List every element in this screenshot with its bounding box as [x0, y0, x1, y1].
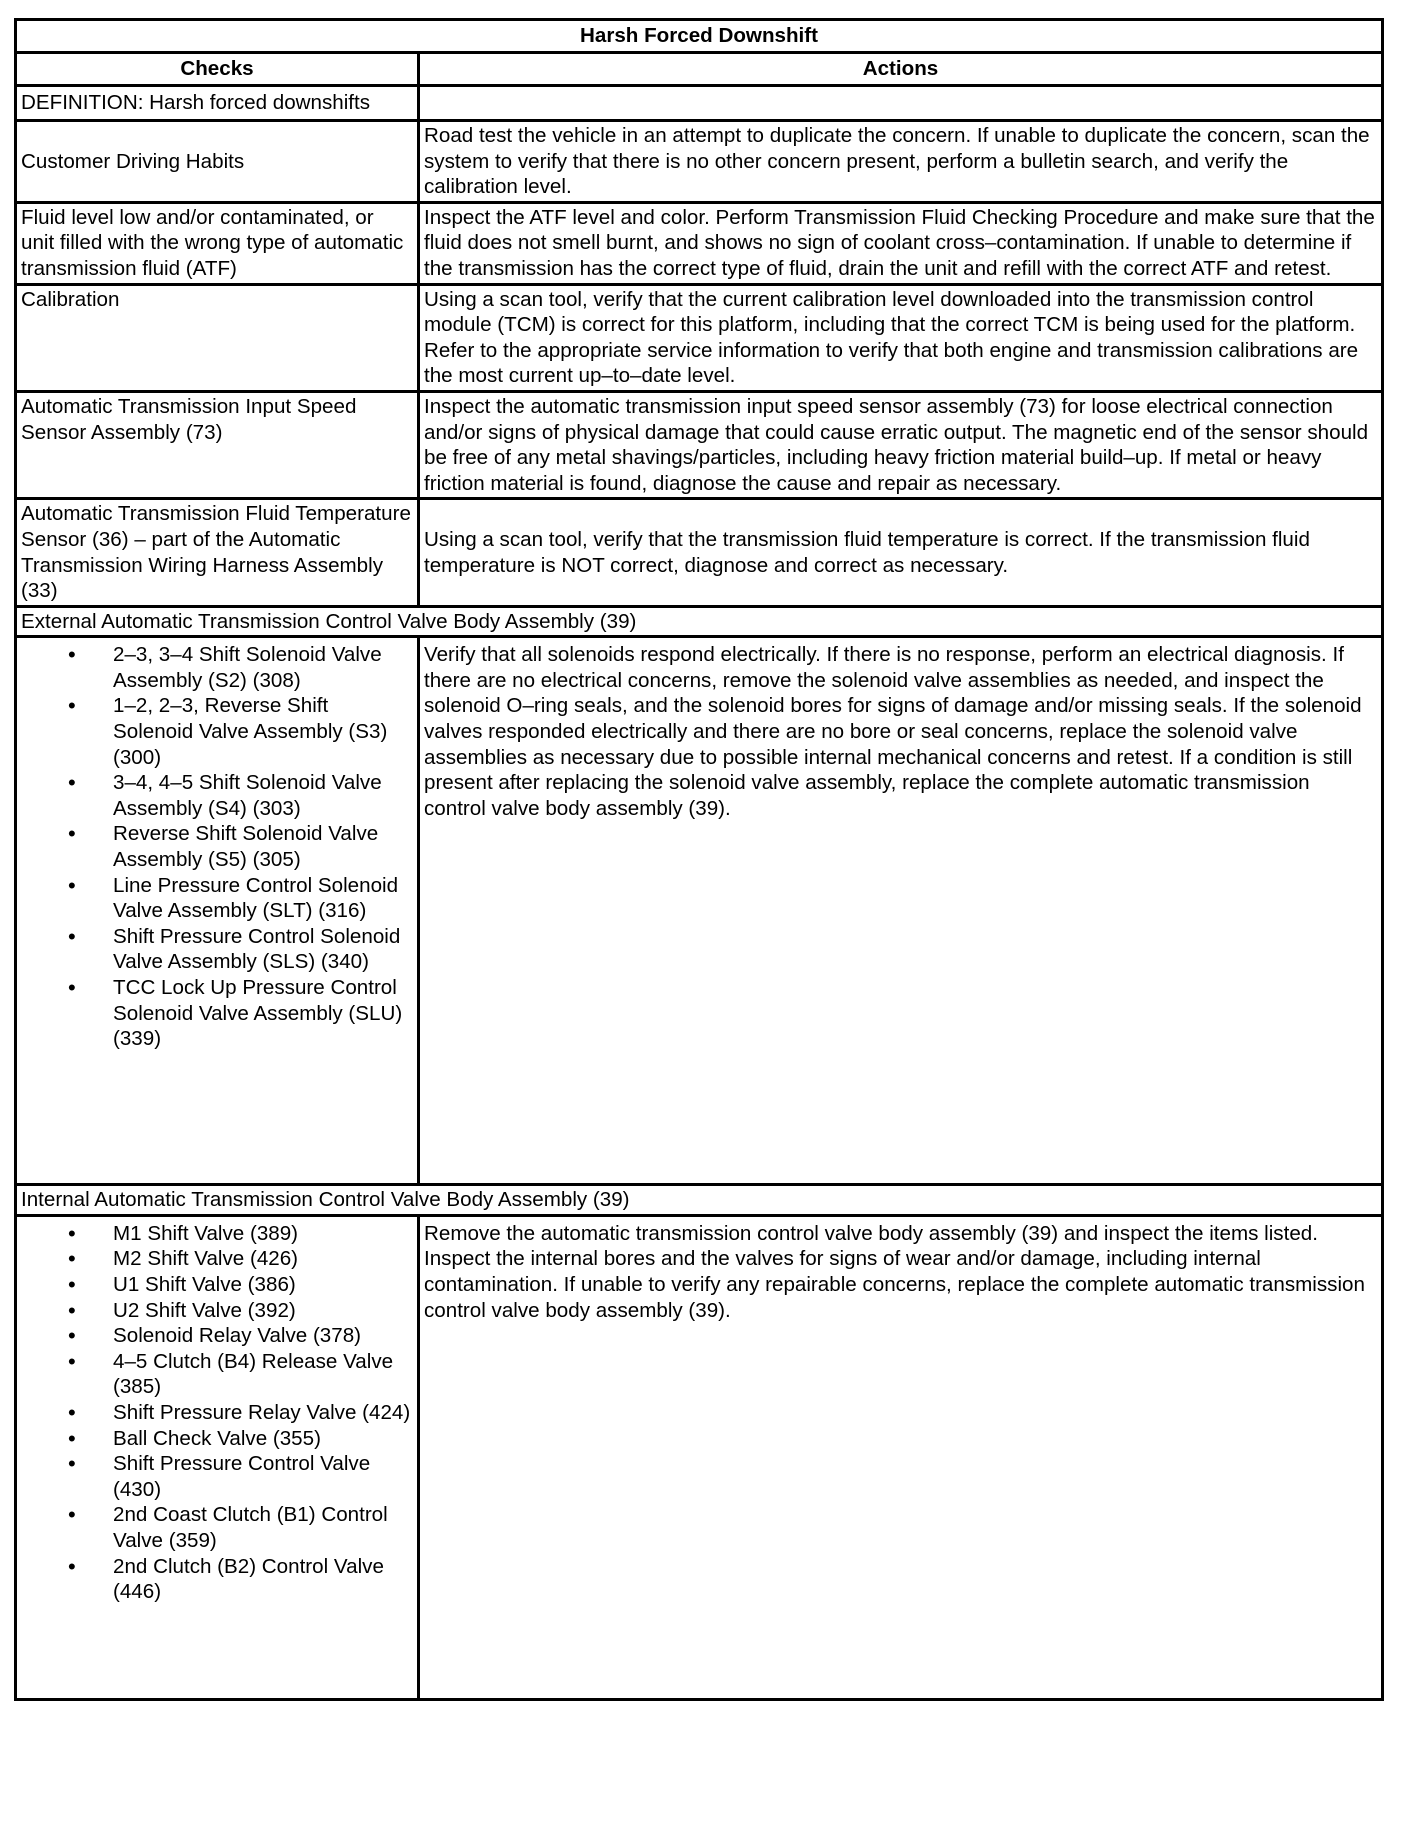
external-items-list — [21, 642, 412, 1052]
list-item: • M1 Shift Valve (389) — [21, 1221, 412, 1247]
definition-row — [16, 86, 1383, 121]
action-cell: Inspect the automatic transmission input speed sensor assembly (73) for loose electrical connection and/or signs of physical damage that could cause erratic output. The magnetic end of the sensor should be free of any metal shavings/particles, including heavy friction material build–up. If metal or heavy friction material is found, diagnose the cause and repair as necessary. — [419, 391, 1383, 498]
section-heading: Internal Automatic Transmission Control Valve Body Assembly (39) — [16, 1185, 1383, 1216]
action-cell: Verify that all solenoids respond electrically. If there is no response, perform an electrical diagnosis. If there are no electrical concerns, remove the solenoid valve assemblies as needed, and inspect the solenoid O–ring seals, and the solenoid bores for signs of damage and/or missing seals. If the solenoid valves responded electrically and there are no bore or seal concerns, replace the solenoid valve assemblies as necessary due to possible internal mechanical concerns and retest. If a condition is still present after replacing the solenoid valve assembly, replace the complete automatic transmission control valve body assembly (39). — [419, 637, 1383, 1185]
section-row-external — [16, 606, 1383, 637]
section-row-internal — [16, 1185, 1383, 1216]
section-heading: External Automatic Transmission Control Valve Body Assembly (39) — [16, 606, 1383, 637]
list-item: • Shift Pressure Relay Valve (424) — [21, 1400, 412, 1426]
list-item: • 2–3, 3–4 Shift Solenoid Valve Assembly (S2) (308) — [21, 642, 412, 693]
list-item: • Solenoid Relay Valve (378) — [21, 1323, 412, 1349]
list-item: • U2 Shift Valve (392) — [21, 1298, 412, 1324]
check-cell: Customer Driving Habits — [16, 121, 419, 203]
table-title: Harsh Forced Downshift — [16, 20, 1383, 53]
list-item: • Ball Check Valve (355) — [21, 1426, 412, 1452]
list-item: • 3–4, 4–5 Shift Solenoid Valve Assembly (S4) (303) — [21, 770, 412, 821]
checks-header: Checks — [16, 53, 419, 86]
list-item: • Shift Pressure Control Valve (430) — [21, 1451, 412, 1502]
actions-header: Actions — [419, 53, 1383, 86]
list-item: • 1–2, 2–3, Reverse Shift Solenoid Valve Assembly (S3) (300) — [21, 693, 412, 770]
check-cell: Automatic Transmission Input Speed Sensor Assembly (73) — [16, 391, 419, 498]
check-cell: Fluid level low and/or contaminated, or unit filled with the wrong type of automatic transmission fluid (ATF) — [16, 202, 419, 284]
list-item: • Shift Pressure Control Solenoid Valve Assembly (SLS) (340) — [21, 924, 412, 975]
list-item: • Reverse Shift Solenoid Valve Assembly (S5) (305) — [21, 821, 412, 872]
list-item: • M2 Shift Valve (426) — [21, 1246, 412, 1272]
definition-action-empty — [419, 86, 1383, 121]
check-cell: Calibration — [16, 284, 419, 391]
table-row — [16, 499, 1383, 606]
table-row — [16, 637, 1383, 1185]
table-row — [16, 391, 1383, 498]
action-cell: Remove the automatic transmission control valve body assembly (39) and inspect the items listed. Inspect the internal bores and the valves for signs of wear and/or damage, including internal contamination. If unable to verify any repairable concerns, replace the complete automatic transmission control valve body assembly (39). — [419, 1215, 1383, 1699]
internal-items-list — [21, 1221, 412, 1605]
header-row — [16, 53, 1383, 86]
diagnostic-table — [14, 18, 1384, 1701]
check-cell — [16, 1215, 419, 1699]
list-item: • 2nd Coast Clutch (B1) Control Valve (359) — [21, 1502, 412, 1553]
table-row — [16, 1215, 1383, 1699]
list-item: • U1 Shift Valve (386) — [21, 1272, 412, 1298]
title-row — [16, 20, 1383, 53]
list-item: • 4–5 Clutch (B4) Release Valve (385) — [21, 1349, 412, 1400]
check-cell — [16, 637, 419, 1185]
table-row — [16, 284, 1383, 391]
list-item: • 2nd Clutch (B2) Control Valve (446) — [21, 1554, 412, 1605]
action-cell: Using a scan tool, verify that the transmission fluid temperature is correct. If the transmission fluid temperature is NOT correct, diagnose and correct as necessary. — [419, 499, 1383, 606]
table-row — [16, 202, 1383, 284]
list-item: • Line Pressure Control Solenoid Valve Assembly (SLT) (316) — [21, 873, 412, 924]
table-row — [16, 121, 1383, 203]
action-cell: Inspect the ATF level and color. Perform Transmission Fluid Checking Procedure and make sure that the fluid does not smell burnt, and shows no sign of coolant cross–contamination. If unable to determine if the transmission has the correct type of fluid, drain the unit and refill with the correct ATF and retest. — [419, 202, 1383, 284]
action-cell: Using a scan tool, verify that the current calibration level downloaded into the transmission control module (TCM) is correct for this platform, including that the correct TCM is being used for the platform. Refer to the appropriate service information to verify that both engine and transmission calibrations are the most current up–to–date level. — [419, 284, 1383, 391]
list-item: • TCC Lock Up Pressure Control Solenoid Valve Assembly (SLU) (339) — [21, 975, 412, 1052]
check-cell: Automatic Transmission Fluid Temperature Sensor (36) – part of the Automatic Transmission Wiring Harness Assembly (33) — [16, 499, 419, 606]
definition-text: DEFINITION: Harsh forced downshifts — [16, 86, 419, 121]
action-cell: Road test the vehicle in an attempt to duplicate the concern. If unable to duplicate the concern, scan the system to verify that there is no other concern present, perform a bulletin search, and verify the calibration level. — [419, 121, 1383, 203]
